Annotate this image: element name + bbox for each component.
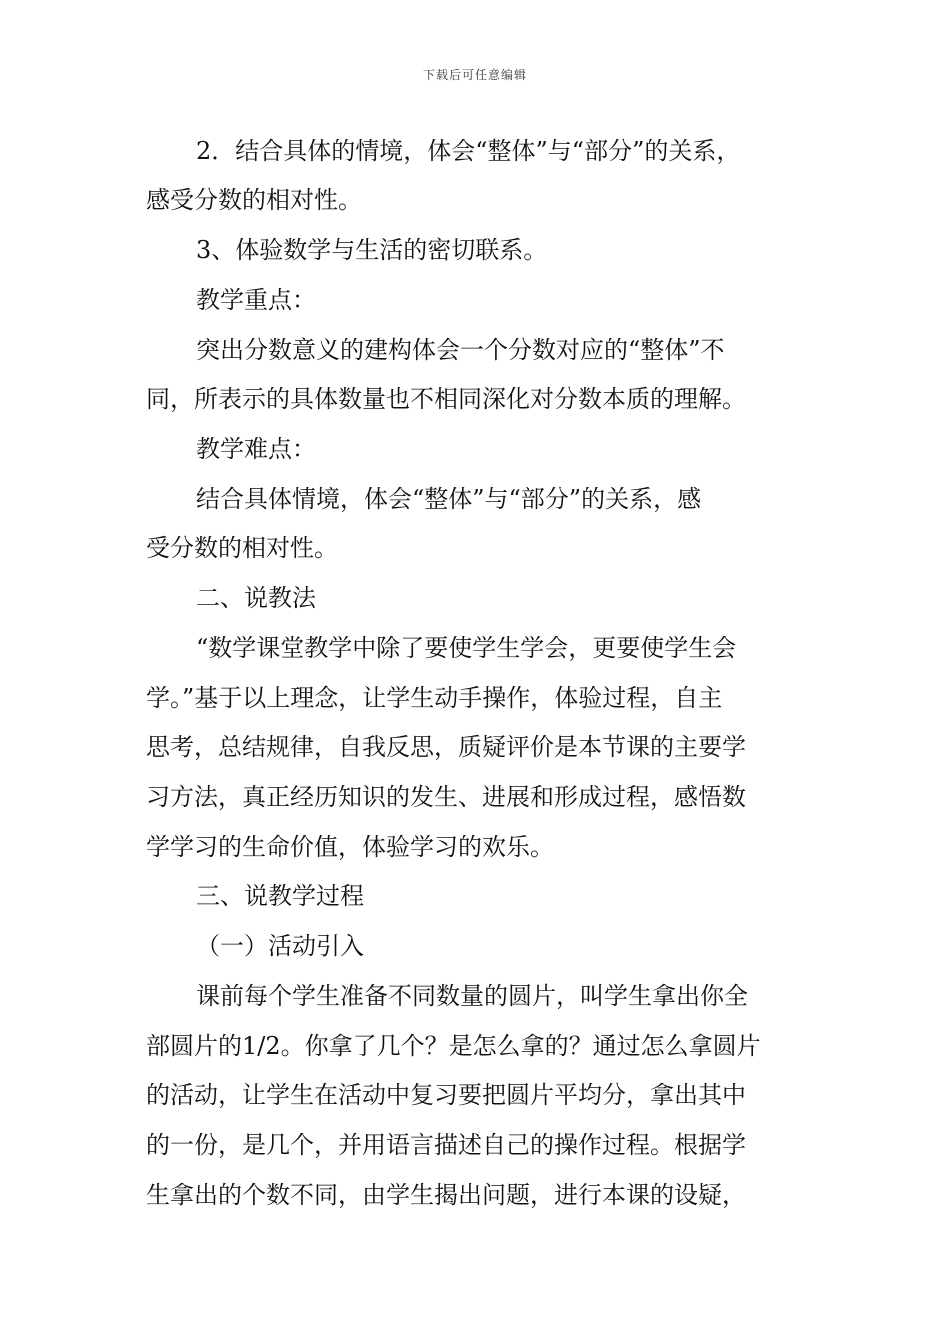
text-line: 的活动，让学生在活动中复习要把圆片平均分，拿出其中 (146, 1081, 746, 1109)
text-line: 思考，总结规律，自我反思，质疑评价是本节课的主要学 (146, 733, 746, 761)
section-heading: 二、说教法 (196, 584, 316, 612)
text-line: 的一份，是几个，并用语言描述自己的操作过程。根据学 (146, 1131, 746, 1159)
text-line: 习方法，真正经历知识的发生、进展和形成过程，感悟数 (146, 783, 746, 811)
text-line: 学。”基于以上理念，让学生动手操作，体验过程，自主 (146, 684, 723, 712)
text-line: 3、体验数学与生活的密切联系。 (196, 236, 548, 264)
section-heading: 教学重点： (196, 286, 316, 314)
text-line: 学学习的生命价值，体验学习的欢乐。 (146, 833, 554, 861)
text-line: “数学课堂教学中除了要使学生学会，更要使学生会 (196, 634, 737, 662)
text-line: 课前每个学生准备不同数量的圆片，叫学生拿出你全 (196, 982, 748, 1010)
text-line: 感受分数的相对性。 (146, 186, 362, 214)
text-line: 生拿出的个数不同，由学生揭出问题，进行本课的设疑， (146, 1181, 746, 1209)
text-line: 受分数的相对性。 (146, 534, 338, 562)
section-heading: 三、说教学过程 (196, 882, 364, 910)
text-line: 突出分数意义的建构体会一个分数对应的“整体”不 (196, 336, 725, 364)
page-header: 下载后可任意编辑 (422, 68, 527, 82)
text-line: 2．结合具体的情境，体会“整体”与“部分”的关系， (196, 137, 741, 165)
text-line: 结合具体情境，体会“整体”与“部分”的关系，感 (196, 485, 702, 513)
text-line: 部圆片的1/2。你拿了几个？是怎么拿的？通过怎么拿圆片 (146, 1032, 761, 1060)
section-heading: 教学难点： (196, 435, 316, 463)
text-line: 同，所表示的具体数量也不相同深化对分数本质的理解。 (146, 385, 746, 413)
section-heading: （一）活动引入 (196, 932, 364, 960)
